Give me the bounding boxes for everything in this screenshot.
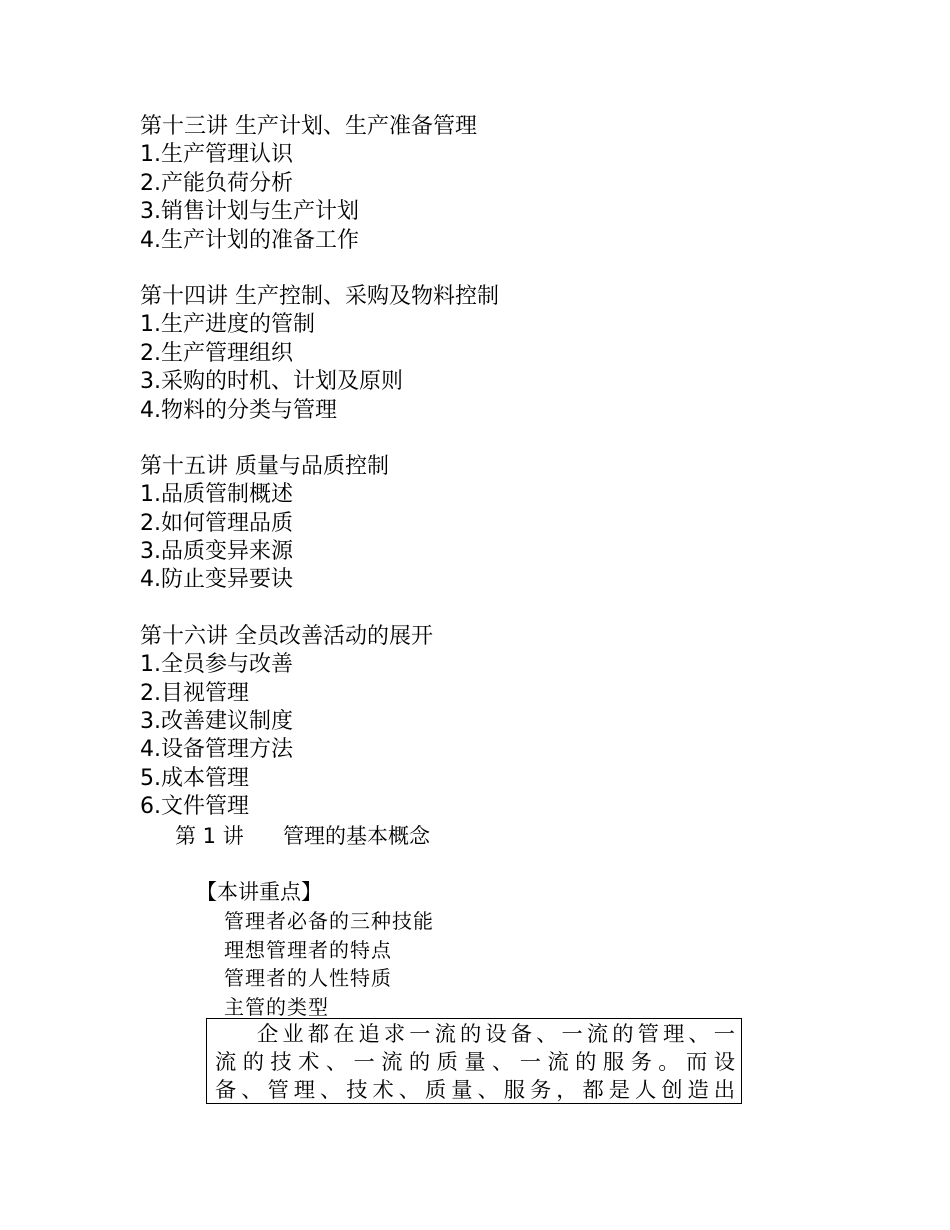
list-item: 3.改善建议制度 — [140, 709, 293, 735]
list-item: 3.品质变异来源 — [140, 539, 293, 565]
list-item: 4.物料的分类与管理 — [140, 397, 337, 423]
section-title: 第十三讲 生产计划、生产准备管理 — [140, 114, 477, 139]
key-point-item: 管理者必备的三种技能 — [224, 909, 434, 933]
toc-section-15 — [140, 453, 499, 595]
list-item: 2.生产管理组织 — [140, 340, 293, 366]
boxed-paragraph — [206, 1018, 742, 1104]
toc-section-14 — [140, 283, 499, 425]
key-point-item: 管理者的人性特质 — [224, 966, 392, 990]
paragraph-line: 备、管理、技术、质量、服务，都是人创造出 — [215, 1078, 735, 1103]
section-title: 第十六讲 全员改善活动的展开 — [140, 623, 433, 649]
list-item: 4.防止变异要诀 — [140, 567, 293, 593]
list-item: 2.目视管理 — [140, 680, 249, 706]
list-item: 3.采购的时机、计划及原则 — [140, 369, 403, 395]
paragraph-line: 流的技术、一流的质量、一流的服务。而设 — [215, 1050, 735, 1075]
list-item: 1.生产管理认识 — [140, 142, 293, 168]
toc-section-13 — [140, 113, 499, 255]
key-points-list — [224, 907, 434, 1021]
section-title: 第十四讲 生产控制、采购及物料控制 — [140, 283, 499, 309]
list-item: 4.设备管理方法 — [140, 737, 293, 763]
list-item: 3.销售计划与生产计划 — [140, 199, 359, 225]
section-title: 第十五讲 质量与品质控制 — [140, 453, 389, 479]
list-item: 6.文件管理 — [140, 794, 249, 820]
key-points-title: 【本讲重点】 — [196, 880, 322, 904]
list-item: 1.全员参与改善 — [140, 652, 293, 678]
list-item: 2.产能负荷分析 — [140, 170, 293, 196]
lecture-title: 管理的基本概念 — [283, 824, 430, 848]
key-point-item: 理想管理者的特点 — [224, 937, 392, 962]
lecture-heading — [175, 822, 430, 850]
table-of-contents — [140, 113, 499, 850]
paragraph-line: 企业都在追求一流的设备、一流的管理、一 — [257, 1022, 735, 1047]
list-item: 5.成本管理 — [140, 765, 249, 791]
key-point-item: 主管的类型 — [224, 994, 329, 1019]
toc-section-16 — [140, 623, 499, 822]
list-item: 1.生产进度的管制 — [140, 312, 315, 338]
list-item: 2.如何管理品质 — [140, 510, 293, 536]
list-item: 1.品质管制概述 — [140, 482, 293, 508]
list-item: 4.生产计划的准备工作 — [140, 227, 359, 253]
lecture-number: 第 1 讲 — [175, 824, 244, 848]
